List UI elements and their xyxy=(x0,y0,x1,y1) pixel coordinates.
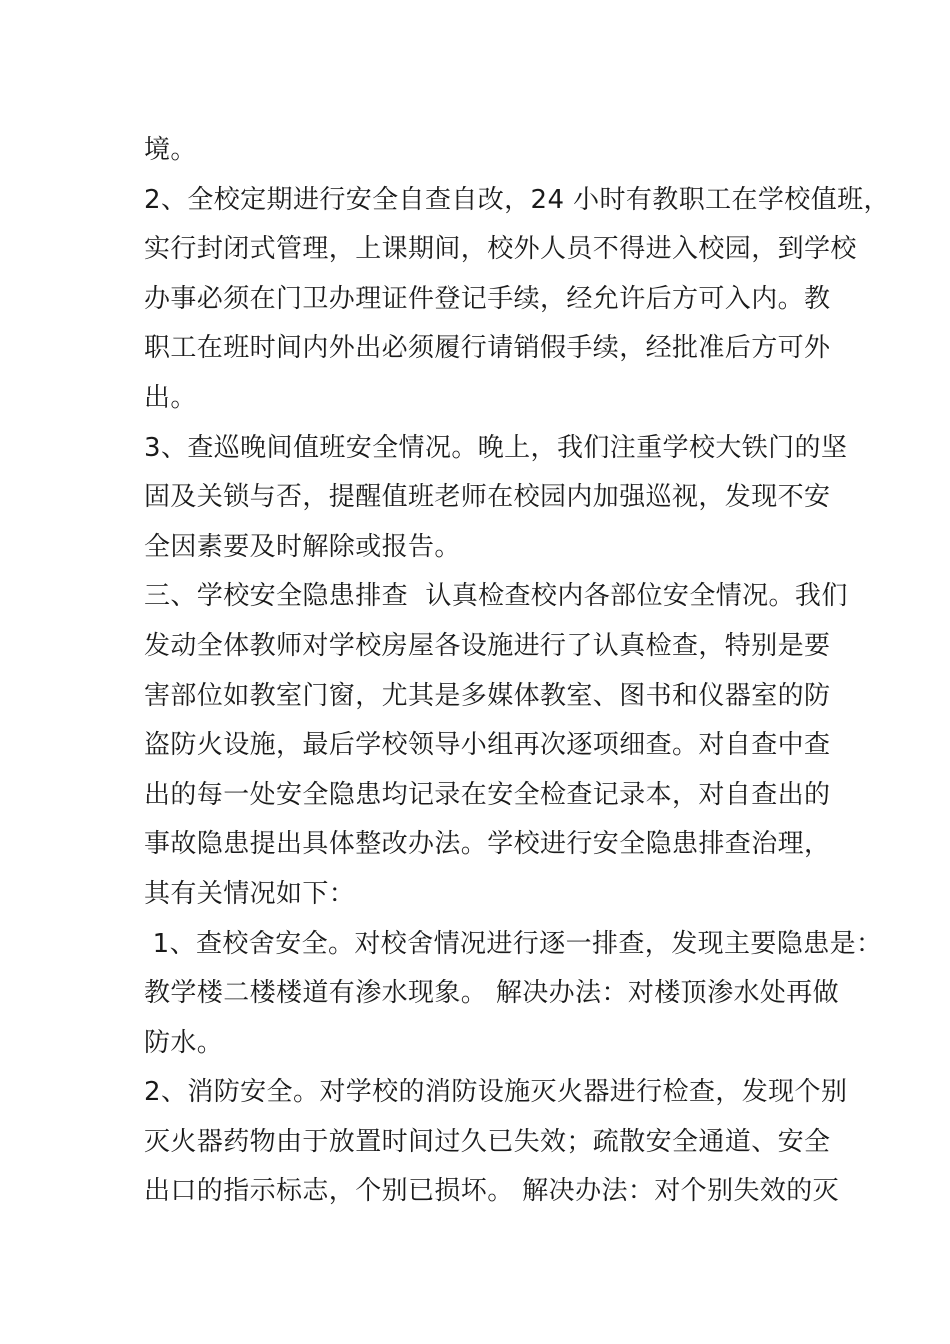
text-line: 办事必须在门卫办理证件登记手续，经允许后方可入内。教 xyxy=(144,283,831,314)
text-line: 2、消防安全。对学校的消防设施灭火器进行检查，发现个别 xyxy=(144,1077,848,1108)
text-line: 其有关情况如下： xyxy=(144,878,356,909)
document-body xyxy=(144,126,890,1217)
text-line: 境。 xyxy=(144,135,197,165)
text-line: 3、查巡晚间值班安全情况。晚上，我们注重学校大铁门的坚 xyxy=(144,432,848,463)
text-line: 固及关锁与否，提醒值班老师在校园内加强巡视，发现不安 xyxy=(144,482,831,513)
text-line: 2、全校定期进行安全自查自改，24 小时有教职工在学校值班， xyxy=(144,184,890,215)
text-line: 事故隐患提出具体整改办法。学校进行安全隐患排查治理， xyxy=(144,829,831,860)
text-line: 职工在班时间内外出必须履行请销假手续，经批准后方可外 xyxy=(144,333,831,364)
text-line: 实行封闭式管理，上课期间，校外人员不得进入校园，到学校 xyxy=(144,234,857,265)
text-line: 教学楼二楼楼道有渗水现象。 解决办法：对楼顶渗水处再做 xyxy=(144,978,840,1009)
text-line: 出的每一处安全隐患均记录在安全检查记录本，对自查出的 xyxy=(144,779,831,810)
text-line: 三、学校安全隐患排查 认真检查校内各部位安全情况。我们 xyxy=(144,581,848,612)
text-line: 全因素要及时解除或报告。 xyxy=(144,531,461,562)
text-line: 出口的指示标志，个别已损坏。 解决办法：对个别失效的灭 xyxy=(144,1176,840,1207)
text-line: 出。 xyxy=(144,382,197,413)
text-line: 灭火器药物由于放置时间过久已失效；疏散安全通道、安全 xyxy=(144,1126,831,1157)
text-line: 盗防火设施，最后学校领导小组再次逐项细查。对自查中查 xyxy=(144,730,831,761)
text-line: 1、查校舍安全。对校舍情况进行逐一排查，发现主要隐患是： xyxy=(144,928,883,959)
text-line: 害部位如教室门窗，尤其是多媒体教室、图书和仪器室的防 xyxy=(144,680,831,711)
text-line: 防水。 xyxy=(144,1027,224,1058)
text-line: 发动全体教师对学校房屋各设施进行了认真检查，特别是要 xyxy=(144,630,831,661)
